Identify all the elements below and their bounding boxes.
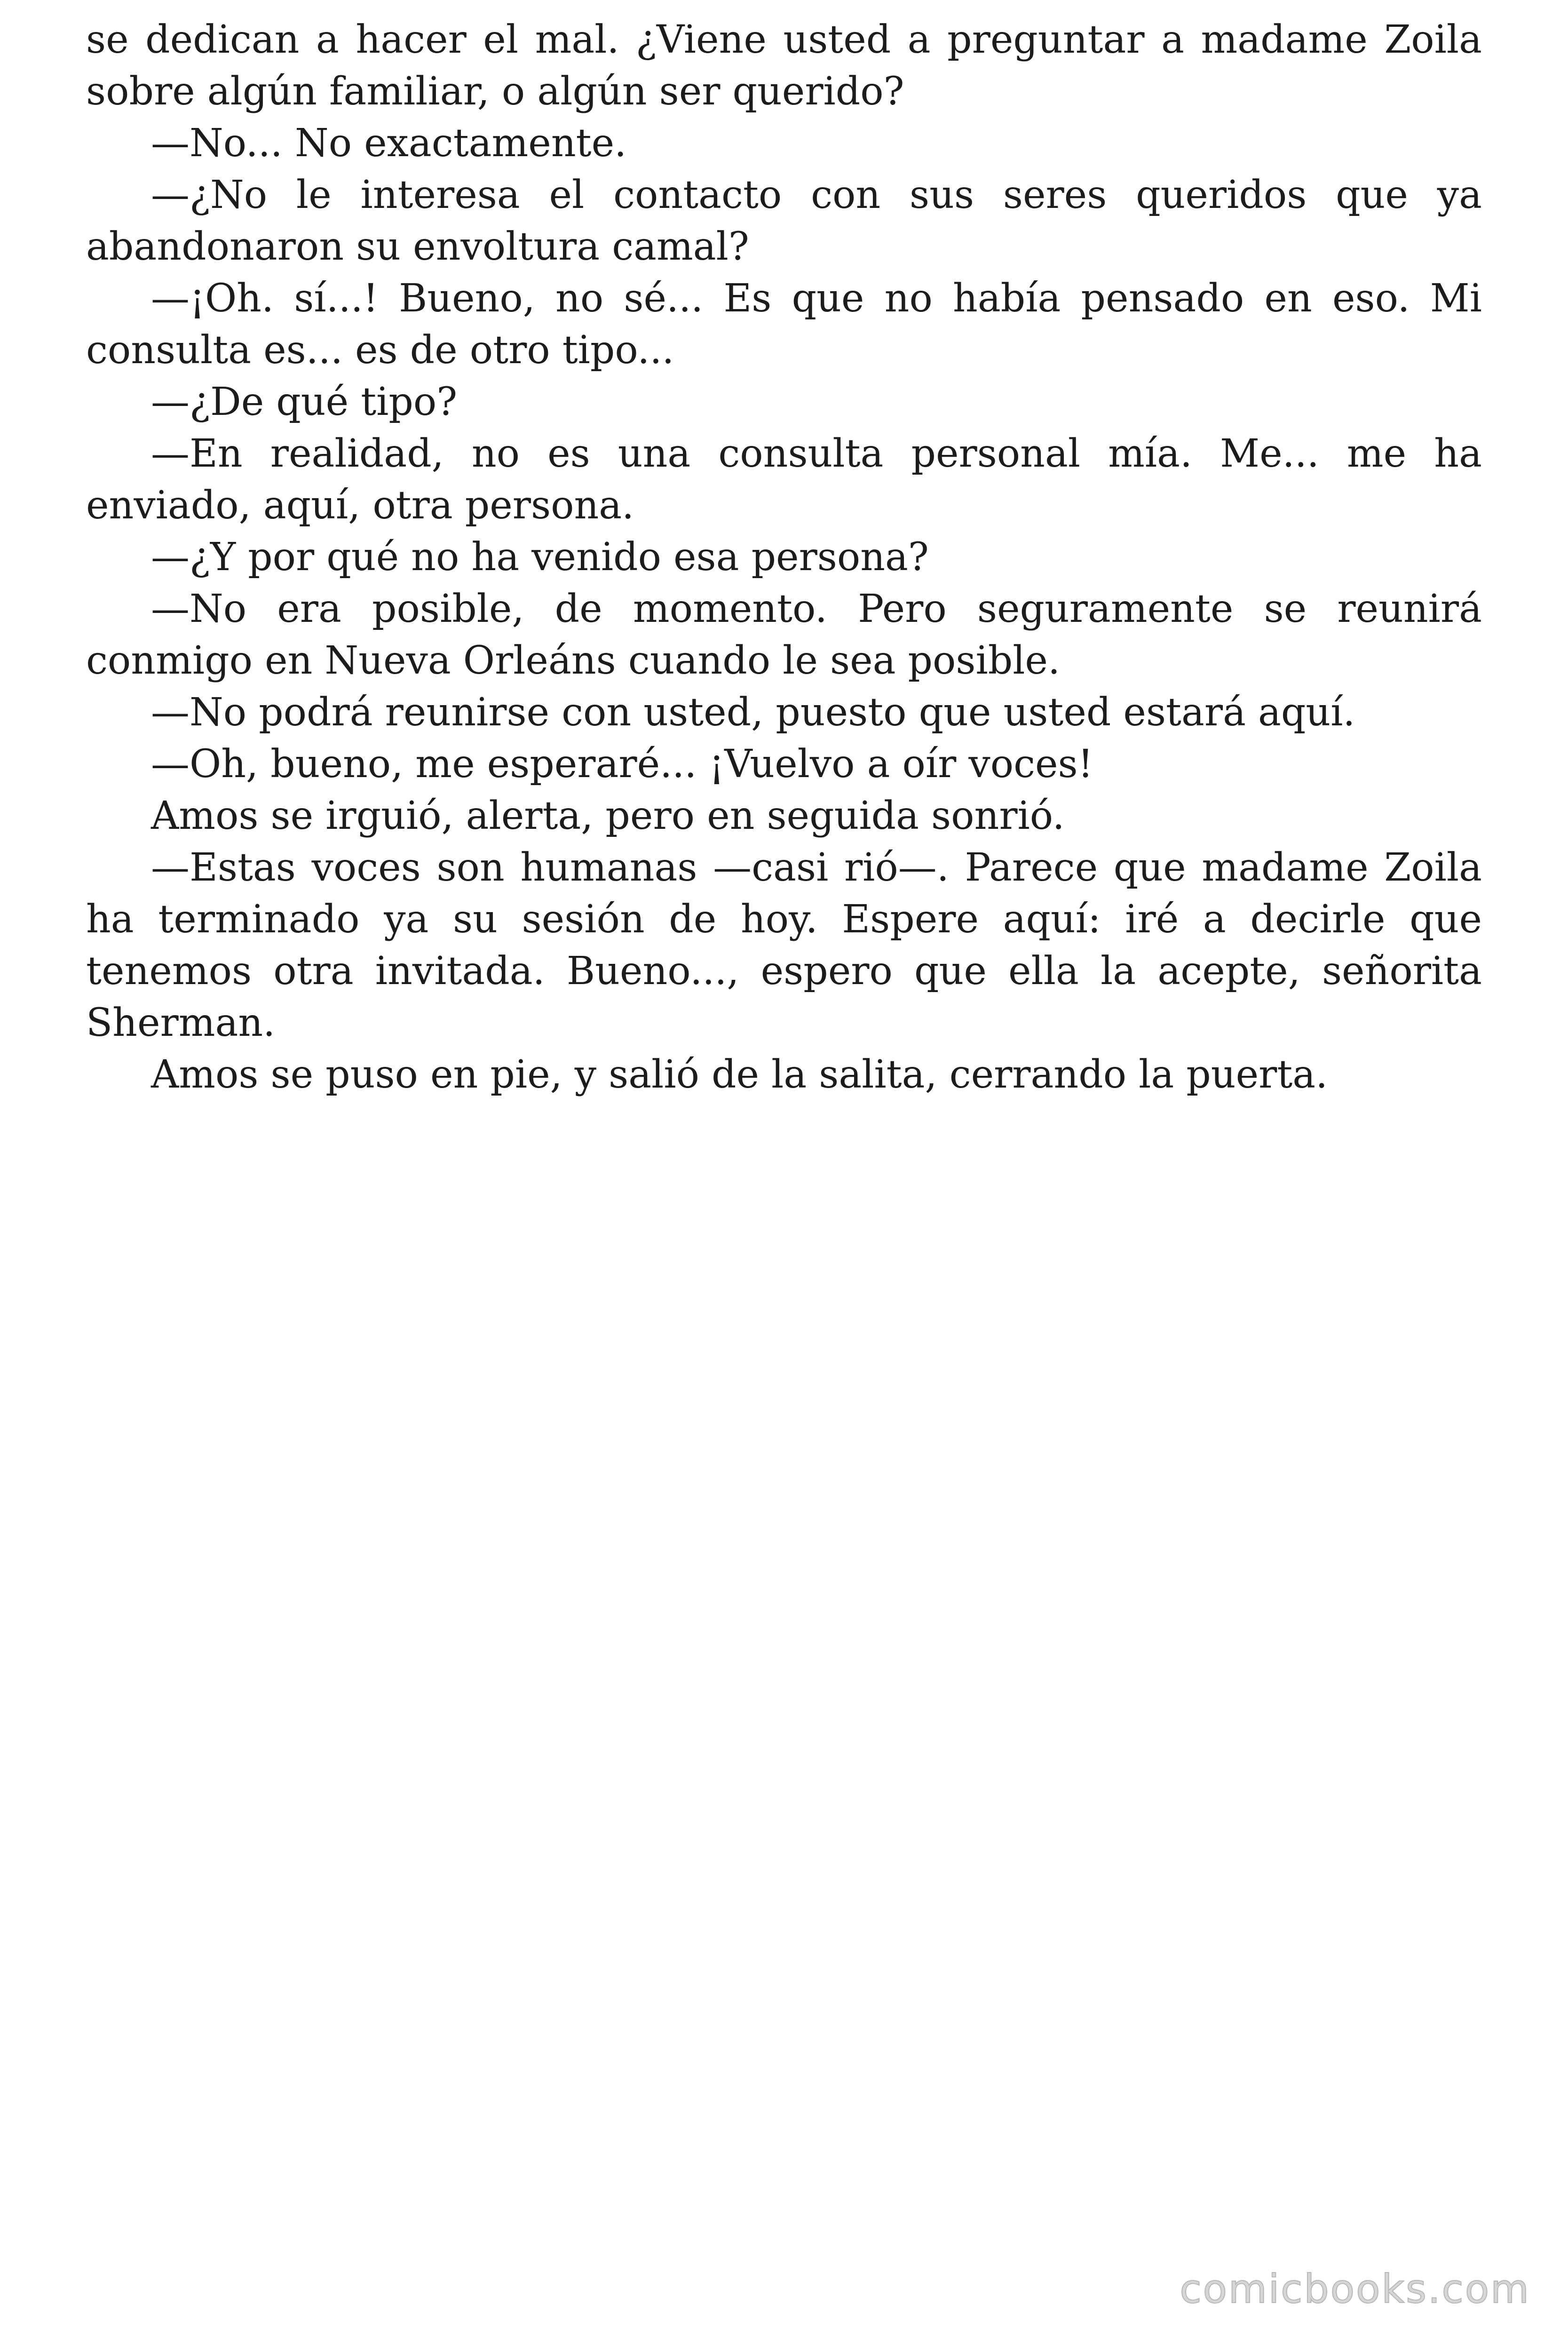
paragraph: —No era posible, de momento. Pero seguramente se reunirá conmigo en Nueva Orleáns cuando le sea posible.: [86, 587, 1482, 683]
page-text: [86, 14, 1482, 1101]
paragraph: Amos se puso en pie, y salió de la salita, cerrando la puerta.: [151, 1052, 1328, 1097]
paragraph: —Oh, bueno, me esperaré... ¡Vuelvo a oír voces!: [151, 742, 1093, 787]
paragraph: —¿Y por qué no ha venido esa persona?: [151, 535, 929, 580]
paragraph: —¿No le interesa el contacto con sus seres queridos que ya abandonaron su envoltura camal?: [86, 173, 1482, 269]
paragraph: —No... No exactamente.: [151, 121, 627, 166]
paragraph: —¿De qué tipo?: [151, 380, 458, 424]
paragraph-continuation: se dedican a hacer el mal. ¿Viene usted a preguntar a madame Zoila sobre algún familiar, o algún ser querido?: [86, 17, 1482, 114]
paragraph: —Estas voces son humanas —casi rió—. Parece que madame Zoila ha terminado ya su sesión de hoy. Espere aquí: iré a decirle que tenemos otra invitada. Bueno..., espero que ella la acepte, señorita Sherman.: [86, 845, 1482, 1045]
watermark: comicbooks.com: [1180, 2266, 1530, 2312]
paragraph: —En realidad, no es una consulta personal mía. Me... me ha enviado, aquí, otra persona.: [86, 431, 1482, 528]
paragraph: Amos se irguió, alerta, pero en seguida sonrió.: [151, 794, 1065, 838]
paragraph: —¡Oh. sí...! Bueno, no sé... Es que no había pensado en eso. Mi consulta es... es de otro tipo...: [86, 276, 1482, 373]
paragraph: —No podrá reunirse con usted, puesto que usted estará aquí.: [151, 690, 1355, 735]
